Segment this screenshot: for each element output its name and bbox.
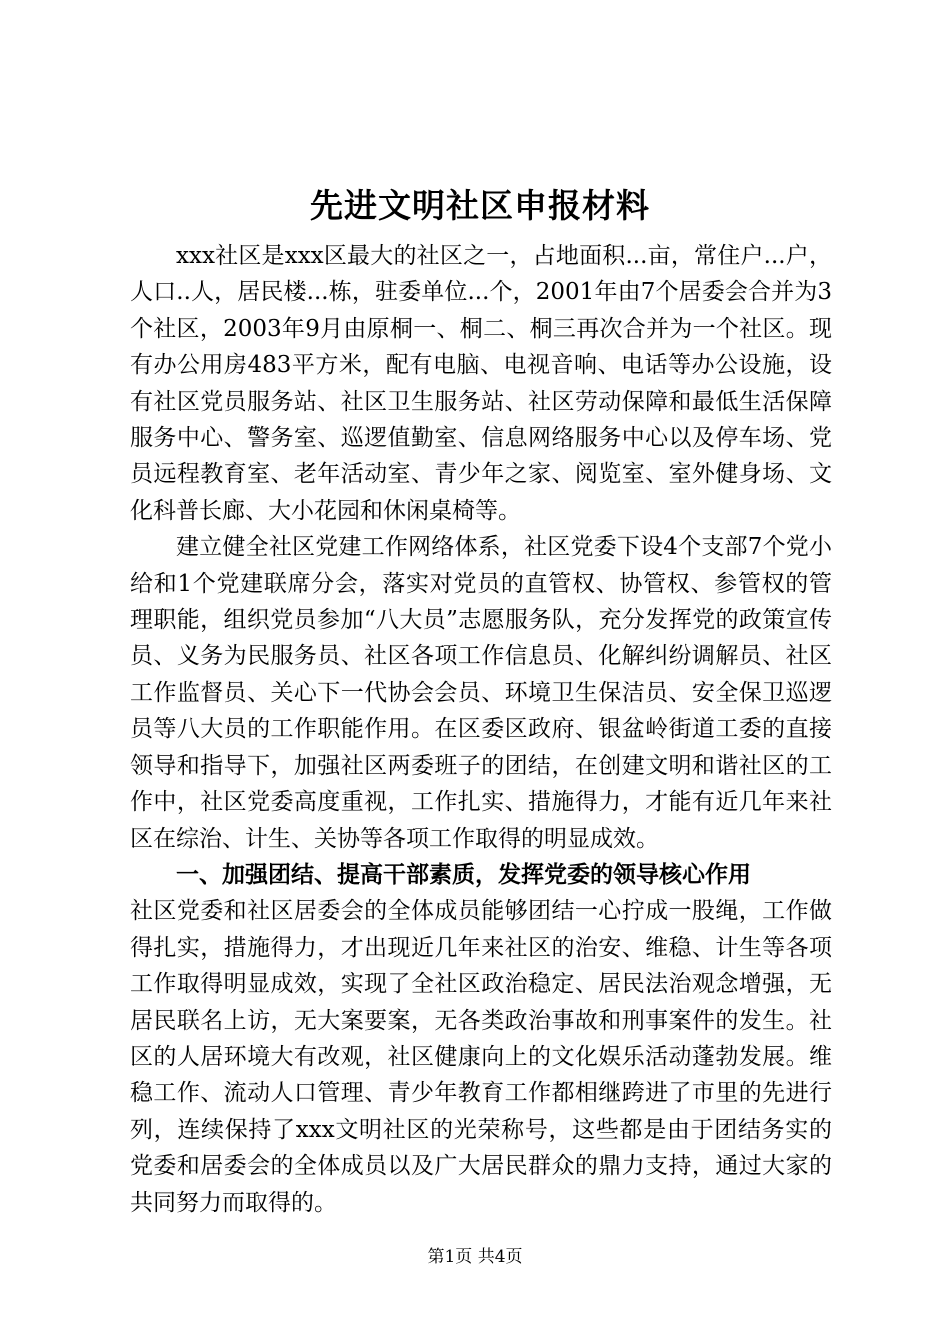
body-paragraph-2: 建立健全社区党建工作网络体系，社区党委下设4个支部7个党小给和1个党建联席分会，落实对党员的直管权、协管权、参管权的管理职能，组织党员参加“八大员”志愿服务队，充分发挥党的政策宣传员、义务为民服务员、社区各项工作信息员、化解纠纷调解员、社区工作监督员、关心下一代协会会员、环境卫生保洁员、安全保卫巡逻员等八大员的工作职能作用。在区委区政府、银盆岭街道工委的直接领导和指导下，加强社区两委班子的团结，在创建文明和谐社区的工作中，社区党委高度重视，工作扎实、措施得力，才能有近几年来社区在综治、计生、关协等各项工作取得的明显成效。 — [130, 534, 832, 852]
document-title: 先进文明社区申报材料 — [310, 186, 650, 225]
page-footer: 第1页 共4页 — [427, 1247, 523, 1267]
section-heading: 一、加强团结、提高干部素质，发挥党委的领导核心作用 — [176, 860, 751, 888]
body-paragraph-1: xxx社区是xxx区最大的社区之一，占地面积...亩，常住户...户，人口..人，居民楼...栋，驻委单位...个，2001年由7个居委会合并为3个社区，2003年9月由原桐一、桐二、桐三再次合并为一个社区。现有办公用房483平方米，配有电脑、电视音响、电话等办公设施，设有社区党员服务站、社区卫生服务站、社区劳动保障和最低生活保障服务中心、警务室、巡逻值勤室、信息网络服务中心以及停车场、党员远程教育室、老年活动室、青少年之家、阅览室、室外健身场、文化科普长廊、大小花园和休闲桌椅等。 — [130, 243, 832, 524]
document-body — [130, 238, 832, 1221]
section-paragraph: 社区党委和社区居委会的全体成员能够团结一心拧成一股绳，工作做得扎实，措施得力，才出现近几年来社区的治安、维稳、计生等各项工作取得明显成效，实现了全社区政治稳定、居民法治观念增强，无居民联名上访，无大案要案，无各类政治事故和刑事案件的发生。社区的人居环境大有改观，社区健康向上的文化娱乐活动蓬勃发展。维稳工作、流动人口管理、青少年教育工作都相继跨进了市里的先进行列，连续保持了xxx文明社区的光荣称号，这些都是由于团结务实的党委和居委会的全体成员以及广大居民群众的鼎力支持，通过大家的共同努力而取得的。 — [130, 898, 832, 1216]
